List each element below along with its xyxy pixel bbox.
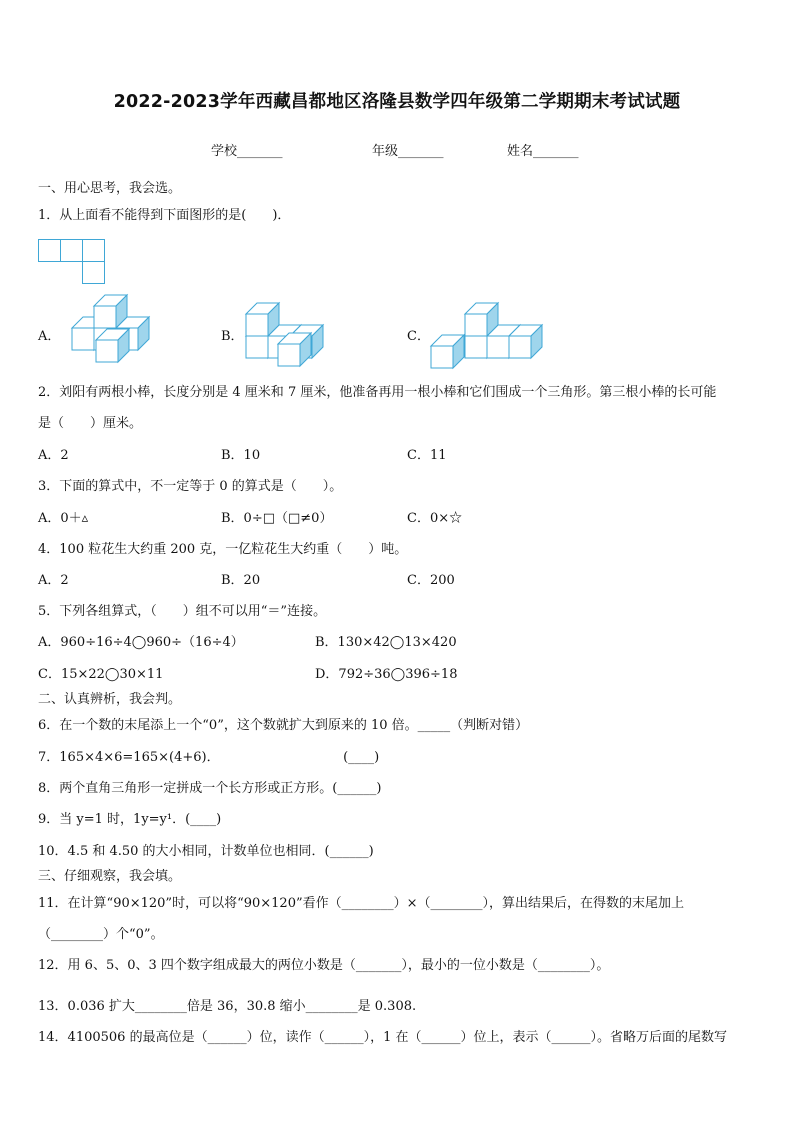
question-6: 6．在一个数的末尾添上一个“0”，这个数就扩大到原来的 10 倍。_____（判断对错） <box>38 718 529 733</box>
q4-option-c: C．200 <box>407 573 455 588</box>
q5-option-d: D．792÷36◯396÷18 <box>315 667 458 682</box>
question-11-line-1: 11．在计算“90×120”时，可以将“90×120”看作（________）×（________），算出结果后，在得数的末尾加上 <box>38 896 685 911</box>
question-4: 4．100 粒花生大约重 200 克，一亿粒花生大约重（ ）吨。 <box>38 542 408 557</box>
question-10: 10．4.5 和 4.50 的大小相同，计数单位也相同．(______) <box>38 844 374 859</box>
page-title: 2022-2023学年西藏昌都地区洛隆县数学四年级第二学期期末考试试题 <box>113 92 681 112</box>
q1-option-a-label: A． <box>38 329 61 344</box>
question-3: 3．下面的算式中，不一定等于 0 的算式是（ ）。 <box>38 479 343 494</box>
question-8: 8．两个直角三角形一定拼成一个长方形或正方形。(______) <box>38 781 382 796</box>
question-7: 7．165×4×6=165×(4+6)． (____) <box>38 750 380 765</box>
q5-option-b: B．130×42◯13×420 <box>315 635 457 650</box>
question-1: 1．从上面看不能得到下面图形的是( )． <box>38 208 291 223</box>
question-14: 14．4100506 的最高位是（______）位，读作（______），1 在（______）位上，表示（______）。省略万后面的尾数写 <box>38 1030 727 1045</box>
q3-option-c: C．0×☆ <box>407 511 463 526</box>
section-3-heading: 三、仔细观察，我会填。 <box>38 869 182 884</box>
q2-option-c: C．11 <box>407 448 447 463</box>
q4-option-b: B．20 <box>221 573 261 588</box>
question-13: 13．0.036 扩大________倍是 36，30.8 缩小________是 0.308. <box>38 999 417 1014</box>
q5-option-c: C．15×22◯30×11 <box>38 667 164 682</box>
question-9: 9．当 y=1 时，1y=y¹．(____) <box>38 812 222 827</box>
q2-option-a: A．2 <box>38 448 69 463</box>
grade-field: 年级_______ <box>372 144 444 159</box>
q1-option-c-figure <box>431 300 561 370</box>
q1-option-a-figure <box>62 300 162 362</box>
q1-option-b-figure <box>246 300 346 370</box>
name-field: 姓名_______ <box>507 144 579 159</box>
q4-option-a: A．2 <box>38 573 69 588</box>
cube <box>431 335 464 368</box>
q3-option-b: B．0÷□（□≠0） <box>221 511 333 526</box>
school-field: 学校_______ <box>211 144 283 159</box>
question-11-line-2: （________）个“0”。 <box>38 927 164 942</box>
section-1-heading: 一、用心思考，我会选。 <box>38 181 182 196</box>
question-2-line-2: 是（ ）厘米。 <box>38 416 143 431</box>
q3-option-a: A．0＋▵ <box>38 511 89 526</box>
section-2-heading: 二、认真辨析，我会判。 <box>38 692 182 707</box>
question-5: 5．下列各组算式，（ ）组不可以用“＝”连接。 <box>38 604 327 619</box>
q1-option-c-label: C． <box>407 329 430 344</box>
q2-option-b: B．10 <box>221 448 261 463</box>
question-2-line-1: 2．刘阳有两根小棒，长度分别是 4 厘米和 7 厘米，他准备再用一根小棒和它们围成一个三角形。第三根小棒的长可能 <box>38 385 717 400</box>
top-view-figure <box>38 239 108 287</box>
question-12: 12．用 6、5、0、3 四个数字组成最大的两位小数是（_______），最小的一位小数是（________）。 <box>38 958 610 973</box>
q5-option-a: A．960÷16÷4◯960÷（16÷4） <box>38 635 244 650</box>
q1-option-b-label: B． <box>221 329 244 344</box>
